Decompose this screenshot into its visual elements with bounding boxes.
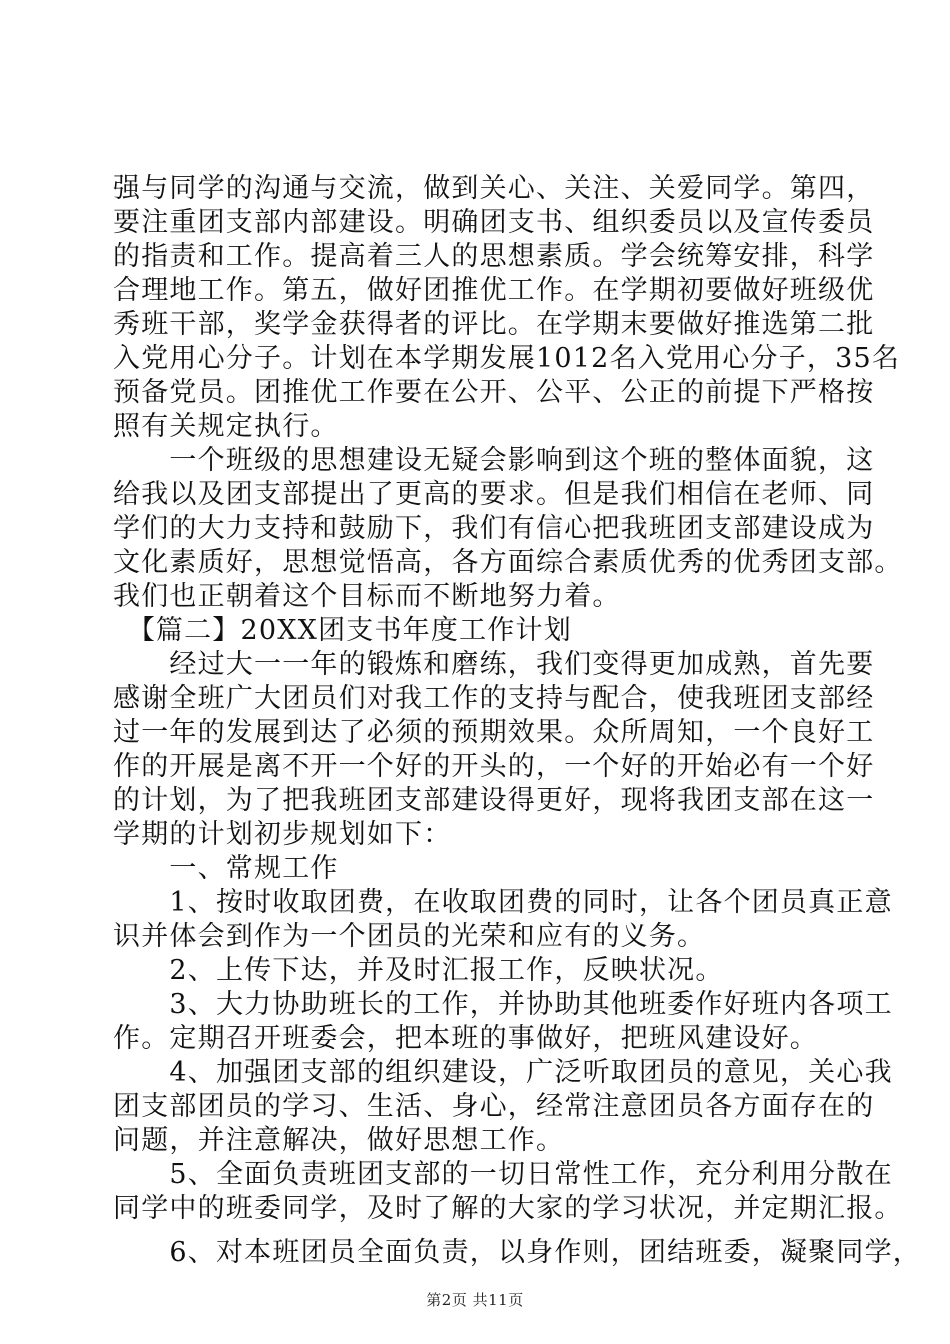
text-line: 感谢全班广大团员们对我工作的支持与配合，使我班团支部经 [113,683,875,714]
text-line: 要注重团支部内部建设。明确团支书、组织委员以及宣传委员 [113,207,875,238]
page-number-footer: 第2页 共11页 [426,1291,524,1309]
list-item: 6、对本班团员全面负责，以身作则，团结班委，凝聚同学， [113,1237,921,1268]
section-heading: 【篇二】20XX团支书年度工作计划 [113,615,572,646]
text-line: 的指责和工作。提高着三人的思想素质。学会统筹安排，科学 [113,241,875,272]
text-line: 学期的计划初步规划如下： [113,819,452,850]
text-line: 秀班干部，奖学金获得者的评比。在学期末要做好推选第二批 [113,309,875,340]
text-line: 照有关规定执行。 [113,411,339,442]
text-line: 的计划，为了把我班团支部建设得更好，现将我团支部在这一 [113,785,875,816]
text-line: 问题，并注意解决，做好思想工作。 [113,1125,565,1156]
text-line: 一个班级的思想建设无疑会影响到这个班的整体面貌，这 [113,445,875,476]
text-line: 同学中的班委同学，及时了解的大家的学习状况，并定期汇报。 [113,1193,903,1224]
text-line: 我们也正朝着这个目标而不断地努力着。 [113,581,621,612]
list-item: 3、大力协助班长的工作，并协助其他班委作好班内各项工 [113,989,893,1020]
list-item: 2、上传下达，并及时汇报工作，反映状况。 [113,955,724,986]
subsection-heading: 一、常规工作 [113,853,339,884]
text-line: 过一年的发展到达了必须的预期效果。众所周知，一个良好工 [113,717,875,748]
text-line: 作。定期召开班委会，把本班的事做好，把班风建设好。 [113,1023,818,1054]
list-item: 1、按时收取团费，在收取团费的同时，让各个团员真正意 [113,887,893,918]
text-line: 强与同学的沟通与交流，做到关心、关注、关爱同学。第四， [113,173,875,204]
text-line: 预备党员。团推优工作要在公开、公平、公正的前提下严格按 [113,377,875,408]
text-line: 经过大一一年的锻炼和磨练，我们变得更加成熟，首先要 [113,649,875,680]
text-line: 给我以及团支部提出了更高的要求。但是我们相信在老师、同 [113,479,875,510]
text-line: 识并体会到作为一个团员的光荣和应有的义务。 [113,921,706,952]
text-line: 文化素质好，思想觉悟高，各方面综合素质优秀的优秀团支部。 [113,547,903,578]
list-item: 5、全面负责班团支部的一切日常性工作，充分利用分散在 [113,1159,893,1190]
text-line: 学们的大力支持和鼓励下，我们有信心把我班团支部建设成为 [113,513,875,544]
text-line: 合理地工作。第五，做好团推优工作。在学期初要做好班级优 [113,275,875,306]
text-line: 作的开展是离不开一个好的开头的，一个好的开始必有一个好 [113,751,875,782]
text-line: 入党用心分子。计划在本学期发展1012名入党用心分子，35名 [113,343,901,374]
text-line: 团支部团员的学习、生活、身心，经常注意团员各方面存在的 [113,1091,875,1122]
list-item: 4、加强团支部的组织建设，广泛听取团员的意见，关心我 [113,1057,893,1088]
